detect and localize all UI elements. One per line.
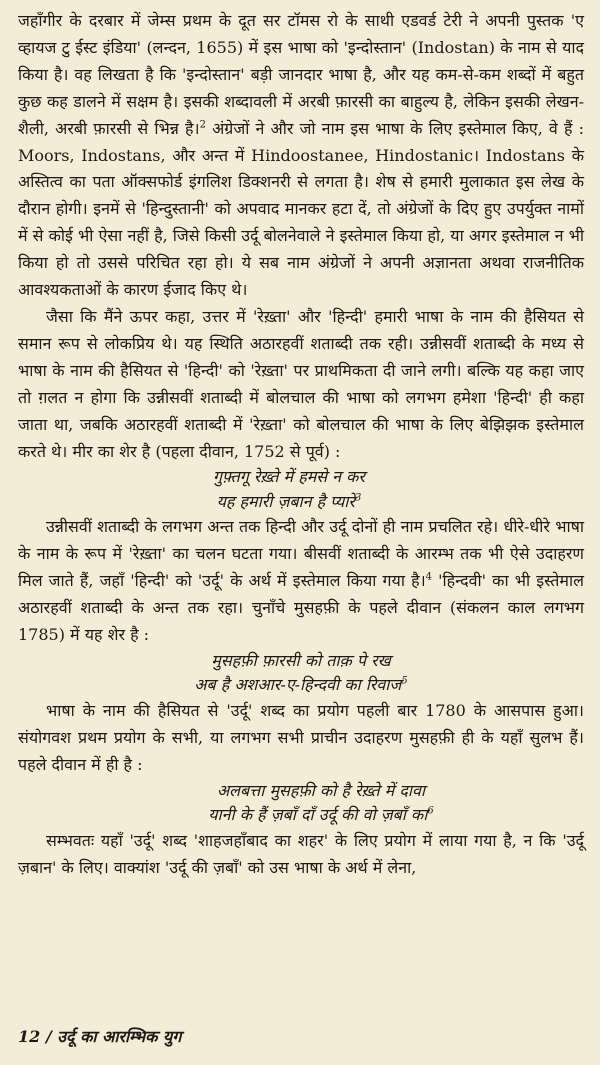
verse-mushafi-2-line-1	[18, 779, 584, 804]
book-page	[18, 8, 584, 1057]
verse-mushafi-1-line-1-text: मुसहफ़ी फ़ारसी को ताक़ पे रख	[211, 650, 391, 670]
paragraph-5-text: सम्भवतः यहाँ 'उर्दू' शब्द 'शाहजहाँबाद का शहर' के लिए प्रयोग में लाया गया है, न कि 'उर्दू ज़बान' के लिए। वाक्यांश 'उर्दू की ज़बाँ' को उस भाषा के अर्थ में लेना,	[18, 830, 584, 877]
paragraph-3-text: उन्नीसवीं शताब्दी के लगभग अन्त तक हिन्दी और उर्दू दोनों ही नाम प्रचलित रहे। धीरे-धीरे भाषा के नाम के रूप में 'रेख़्ता' का चलन घटता गया। बीसवीं शताब्दी के आरम्भ तक भी ऐसे उदाहरण मिल जाते हैं, जहाँ 'हिन्दी' को 'उर्दू' के अर्थ में इस्तेमाल किया गया है।	[18, 517, 584, 591]
verse-mushafi-2-line-2	[18, 803, 584, 828]
verse-mushafi-1-line-2	[18, 673, 584, 698]
verse-mir-line-1	[18, 465, 584, 490]
paragraph-5	[18, 828, 584, 882]
footnote-marker-6: 6	[427, 805, 434, 817]
verse-mushafi-1-line-2-text: अब है अशआर-ए-हिन्दवी का रिवाज	[194, 675, 402, 695]
paragraph-3-text-continued: 'हिन्दवी' का भी इस्तेमाल अठारहवीं शताब्दी के अन्त तक रहा। चुनाँचे मुसहफ़ी के पहले दीवान (संकलन काल लगभग 1785) में यह शेर है :	[18, 571, 584, 645]
paragraph-4-text: भाषा के नाम की हैसियत से 'उर्दू' शब्द का प्रयोग पहली बार 1780 के आसपास हुआ। संयोगवश प्रथम प्रयोग के सभी, या लगभग सभी प्राचीन उदाहरण मुसहफ़ी ही के यहाँ सुलभ हैं। पहले दीवान में ही है :	[18, 700, 584, 774]
verse-mir-line-2-text: यह हमारी ज़बान है प्यारे	[216, 491, 355, 511]
verse-mushafi-2-line-1-text: अलबत्ता मुसहफ़ी को है रेख़्ते में दावा	[216, 780, 426, 800]
verse-mushafi-2	[18, 779, 584, 828]
verse-mir	[18, 465, 584, 514]
paragraph-1-text: जहाँगीर के दरबार में जेम्स प्रथम के दूत सर टॉमस रो के साथी एडवर्ड टेरी ने अपनी पुस्तक 'ए व्हायज टु ईस्ट इंडिया' (लन्दन, 1655) में इस भाषा को 'इन्दोस्तान' (Indostan) के नाम से याद किया है। वह लिखता है कि 'इन्दोस्तान' बड़ी जानदार भाषा है, और यह कम-से-कम शब्दों में बहुत कुछ कह डालने में सक्षम है। इसकी शब्दावली में अरबी फ़ारसी का बाहुल्य है, लेकिन इसकी लेखन-शैली, अरबी फ़ारसी से भिन्न है।	[18, 11, 584, 138]
verse-mushafi-1	[18, 649, 584, 698]
footnote-marker-5: 5	[401, 676, 408, 688]
page-number-and-title: 12 / उर्दू का आरम्भिक युग	[18, 1027, 182, 1046]
footnote-marker-4: 4	[425, 571, 433, 583]
paragraph-1	[18, 8, 584, 304]
footnote-marker-2: 2	[199, 119, 206, 131]
verse-mushafi-2-line-2-text: यानी के हैं ज़बाँ दाँ उर्दू की वो ज़बाँ का	[208, 805, 428, 825]
paragraph-2	[18, 304, 584, 465]
verse-mir-line-2	[18, 490, 584, 515]
verse-mir-line-1-text: गुफ़्तगू रेख़्ते में हमसे न कर	[213, 467, 365, 487]
paragraph-2-text: जैसा कि मैंने ऊपर कहा, उत्तर में 'रेख़्ता' और 'हिन्दी' हमारी भाषा के नाम की हैसियत से समान रूप से लोकप्रिय थे। यह स्थिति अठारहवीं शताब्दी तक रही। उन्नीसवीं शताब्दी के मध्य से भाषा के नाम की हैसियत से 'हिन्दी' को 'रेख़्ता' पर प्राथमिकता दी जाने लगी। बल्कि यह कहा जाए तो ग़लत न होगा कि उन्नीसवीं शताब्दी में बोलचाल की भाषा को लगभग हमेशा 'हिन्दी' ही कहा जाता था, जबकि अठारहवीं शताब्दी में 'रेख़्ता' को बोलचाल की भाषा के लिए बेझिझक इस्तेमाल करते थे। मीर का शेर है (पहला दीवान, 1752 से पूर्व) :	[18, 306, 584, 461]
page-footer	[18, 1025, 181, 1049]
paragraph-3	[18, 514, 584, 649]
verse-mushafi-1-line-1	[18, 649, 584, 674]
paragraph-1-text-continued: अंग्रेजों ने और जो नाम इस भाषा के लिए इस्तेमाल किए, वे हैं : Moors, Indostans, और अन्त में Hindoostanee, Hindostanic। Indostans के अस्तित्व का पता ऑक्सफोर्ड इंगलिश डिक्शनरी से लगता है। शेष से हमारी मुलाकात इस लेख के दौरान होगी। इनमें से 'हिन्दुस्तानी' को अपवाद मानकर हटा दें, तो अंग्रेजों के दिए हुए उपर्युक्त नामों में से कोई भी ऐसा नहीं है, जिसे किसी उर्दू बोलनेवाले ने इस्तेमाल किया हो, या अगर इस्तेमाल न भी किया हो तो उससे परिचित रहा हो। ये सब नाम अंग्रेजों ने अपनी अज्ञानता अथवा राजनीतिक आवश्यकताओं के कारण ईजाद किए थे।	[18, 118, 584, 300]
footnote-marker-3: 3	[354, 492, 362, 504]
paragraph-4	[18, 698, 584, 779]
